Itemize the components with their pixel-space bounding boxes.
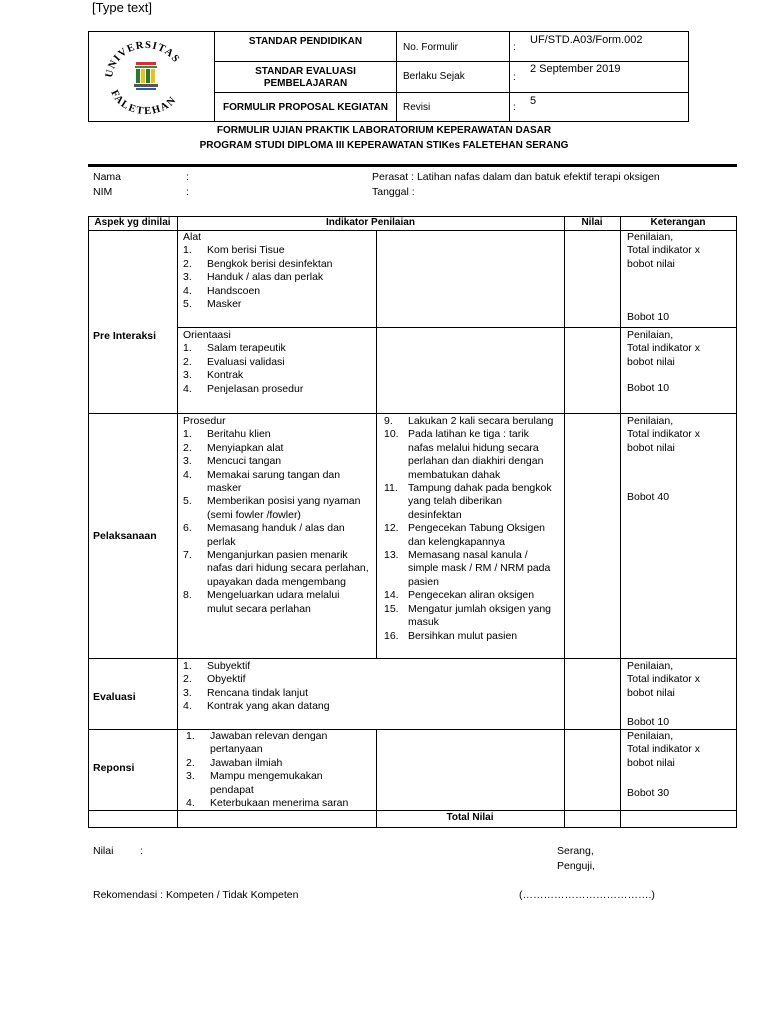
prosedur-list-right — [384, 415, 562, 643]
list-item: 1. Beritahu klien — [183, 428, 271, 441]
list-item: 14. Pengecekan aliran oksigen — [384, 589, 535, 602]
list-item: 1. Kom berisi Tisue — [183, 244, 285, 257]
list-item: 3. Mencuci tangan — [183, 455, 282, 468]
form-header-table — [88, 31, 689, 122]
logo-emblem — [134, 62, 158, 90]
list-item: 11. Tampung dahak pada bengkok yang telah diberikan desinfektan — [384, 482, 552, 521]
examiner-label: Penguji, — [557, 860, 595, 872]
list-item: 2. Jawaban ilmiah — [186, 756, 283, 769]
list-item: 10. Pada latihan ke tiga : tarik nafas melalui hidung secara perlahan dan diakhiri dengan membatukan dahak — [384, 428, 544, 481]
type-text-placeholder: [Type text] — [92, 0, 152, 15]
nama-label: Nama — [93, 171, 122, 183]
list-item: 3. Rencana tindak lanjut — [183, 686, 308, 699]
recommendation-text: Rekomendasi : Kompeten / Tidak Kompeten — [93, 889, 299, 901]
list-item: 2. Evaluasi validasi — [183, 355, 285, 368]
list-item: 8. Mengeluarkan udara melalui mulut secara perlahan — [183, 589, 340, 615]
list-item: 3. Mampu mengemukakan pendapat — [186, 770, 323, 796]
list-item: 12. Pengecekan Tabung Oksigen dan kelengkapannya — [384, 522, 545, 548]
perasat-text: Perasat : Latihan nafas dalam dan batuk efektif terapi oksigen — [372, 171, 660, 183]
list-item: 3. Kontrak — [183, 369, 244, 382]
aspect-reponsi: Reponsi — [93, 762, 135, 774]
list-item: 4. Memakai sarung tangan dan masker — [183, 468, 341, 495]
list-item: 16. Bersihkan mulut pasien — [384, 629, 518, 642]
colon: : — [186, 171, 189, 183]
orientasi-heading: Orientaasi — [183, 329, 231, 341]
reponsi-list — [186, 730, 374, 810]
colon: : — [140, 845, 143, 857]
list-item: 13. Memasang nasal kanula / simple mask / RM / NRM pada pasien — [384, 549, 551, 588]
list-item: 4. Keterbukaan menerima saran — [186, 797, 349, 810]
list-item: 2. Menyiapkan alat — [183, 441, 284, 454]
standard-education-title: STANDAR PENDIDIKAN — [248, 36, 363, 47]
list-item: 4. Handscoen — [183, 284, 261, 297]
notes-cell: Penilaian, Total indikator x bobot nilai Bobot 40 — [627, 415, 700, 504]
list-item: 9. Lakukan 2 kali secara berulang — [384, 415, 554, 427]
notes-cell: Penilaian, Total indikator x bobot nilai Bobot 10 — [627, 231, 700, 324]
divider — [88, 164, 737, 167]
colon: : — [513, 42, 516, 53]
nilai-label: Nilai — [93, 845, 114, 857]
aspect-pelaksanaan: Pelaksanaan — [93, 530, 157, 542]
list-item: 5. Masker — [183, 298, 242, 311]
list-item: 4. Penjelasan prosedur — [183, 382, 304, 395]
standard-evaluation-title-b: PEMBELAJARAN — [263, 78, 348, 89]
form-title-line1: FORMULIR UJIAN PRAKTIK LABORATORIUM KEPERAWATAN DASAR — [216, 125, 552, 136]
header-notes: Keterangan — [650, 217, 706, 228]
list-item: 15. Mengatur jumlah oksigen yang masuk — [384, 602, 552, 629]
prosedur-heading: Prosedur — [183, 415, 226, 427]
list-item: 5. Memberikan posisi yang nyaman (semi fowler /fowler) — [183, 495, 361, 521]
list-item: 3. Handuk / alas dan perlak — [183, 271, 324, 284]
form-number-value: UF/STD.A03/Form.002 — [530, 34, 643, 46]
signature-line: (……………………………….) — [519, 889, 655, 901]
header-score: Nilai — [581, 217, 603, 228]
evaluasi-list — [183, 660, 373, 714]
notes-cell: Penilaian, Total indikator x bobot nilai Bobot 10 — [627, 660, 700, 729]
svg-text:FALETEHAN — [108, 88, 179, 116]
header-aspect: Aspek yg dinilai — [94, 217, 171, 228]
assessment-table — [88, 216, 737, 828]
valid-since-label: Berlaku Sejak — [403, 71, 465, 82]
standard-evaluation-title-a: STANDAR EVALUASI — [255, 66, 356, 77]
tanggal-label: Tanggal : — [372, 186, 415, 198]
list-item: 1. Salam terapeutik — [183, 342, 286, 355]
notes-cell: Penilaian, Total indikator x bobot nilai Bobot 30 — [627, 730, 700, 800]
colon: : — [186, 186, 189, 198]
list-item: 2. Bengkok berisi desinfektan — [183, 257, 333, 270]
colon: : — [513, 102, 516, 113]
list-item: 1. Subyektif — [183, 660, 251, 672]
form-number-label: No. Formulir — [403, 42, 459, 53]
alat-list — [183, 231, 373, 311]
aspect-pre-interaksi: Pre Interaksi — [93, 330, 157, 342]
alat-heading: Alat — [183, 231, 202, 243]
logo-text-bottom: FALETEHAN — [108, 88, 180, 116]
list-item: 4. Kontrak yang akan datang — [183, 700, 330, 713]
valid-since-value: 2 September 2019 — [530, 63, 621, 75]
aspect-evaluasi: Evaluasi — [93, 691, 136, 703]
list-item: 6. Memasang handuk / alas dan perlak — [183, 522, 345, 548]
colon: : — [513, 72, 516, 83]
nim-label: NIM — [93, 186, 113, 198]
header-indicator: Indikator Penilaian — [326, 217, 415, 228]
prosedur-list-left — [183, 415, 375, 616]
logo-text-top: UNIVERSITAS — [103, 40, 182, 79]
form-proposal-title: FORMULIR PROPOSAL KEGIATAN — [223, 102, 388, 113]
revision-label: Revisi — [403, 102, 431, 113]
orientasi-list — [183, 329, 373, 396]
notes-cell: Penilaian, Total indikator x bobot nilai Bobot 10 — [627, 329, 700, 395]
list-item: 2. Obyektif — [183, 673, 246, 686]
revision-value: 5 — [530, 95, 537, 107]
location-label: Serang, — [557, 845, 594, 857]
form-title-line2: PROGRAM STUDI DIPLOMA III KEPERAWATAN STIKes FALETEHAN SERANG — [199, 140, 569, 151]
list-item: 1. Jawaban relevan dengan pertanyaan — [186, 730, 328, 756]
university-logo — [102, 40, 190, 116]
list-item: 7. Menganjurkan pasien menarik nafas dari hidung secara perlahan, upayakan dada mengembang — [183, 549, 369, 588]
total-score-label: Total Nilai — [446, 812, 494, 823]
